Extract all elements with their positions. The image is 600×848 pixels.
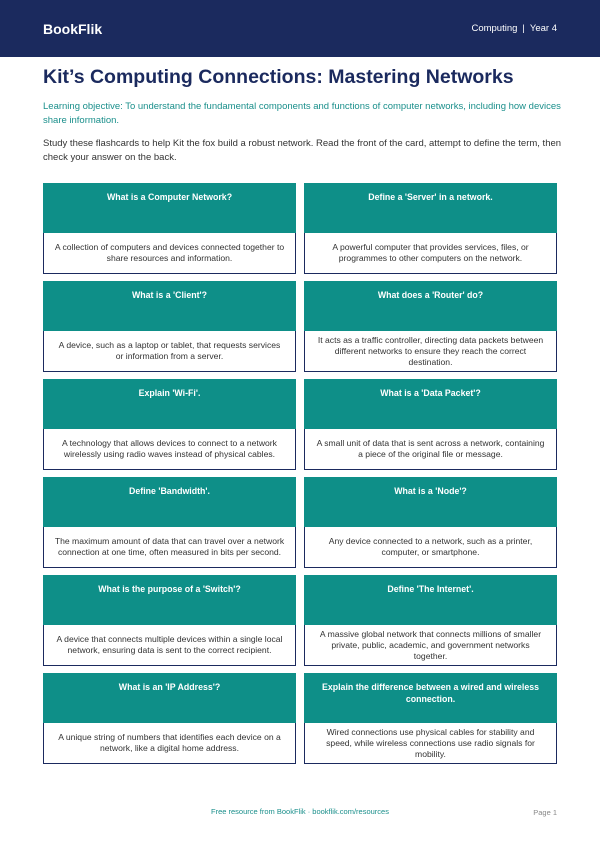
flashcard [43, 477, 296, 568]
flashcard [43, 379, 296, 470]
flashcard-back: A device that connects multiple devices within a single local network, ensuring data is sent to the correct recipient. [43, 625, 296, 666]
flashcard [43, 183, 296, 274]
flashcard-front: Define 'Bandwidth'. [43, 477, 296, 527]
flashcard-grid [43, 183, 557, 764]
flashcard-front: What does a 'Router' do? [304, 281, 557, 331]
flashcard-back: The maximum amount of data that can travel over a network connection at one time, often measured in bits per second. [43, 527, 296, 568]
flashcard-front: Define 'The Internet'. [304, 575, 557, 625]
flashcard-back: A device, such as a laptop or tablet, that requests services or information from a server. [43, 331, 296, 372]
flashcard-back: A powerful computer that provides services, files, or programmes to other computers on the network. [304, 233, 557, 274]
flashcard [304, 673, 557, 764]
year-label: Year 4 [529, 23, 557, 34]
flashcard-front: Define a 'Server' in a network. [304, 183, 557, 233]
intro-text: Study these flashcards to help Kit the fox build a robust network. Read the front of the card, attempt to define the term, then check your answer on the back. [43, 138, 562, 163]
learning-objective: Learning objective: To understand the fundamental components and functions of computer networks, including how devices share information. [43, 101, 561, 126]
meta-separator: | [522, 23, 525, 34]
flashcard [304, 379, 557, 470]
flashcard-back: It acts as a traffic controller, directing data packets between different networks to ensure they reach the correct destination. [304, 331, 557, 372]
subject-label: Computing [471, 23, 518, 34]
page-number: Page 1 [533, 808, 557, 817]
flashcard [43, 575, 296, 666]
header-meta [471, 23, 557, 34]
brand-logo-text: BookFlik [43, 20, 103, 37]
flashcard [43, 673, 296, 764]
flashcard-front: Explain 'Wi-Fi'. [43, 379, 296, 429]
flashcard-front: What is a 'Node'? [304, 477, 557, 527]
flashcard-front: What is a Computer Network? [43, 183, 296, 233]
flashcard-back: A collection of computers and devices connected together to share resources and information. [43, 233, 296, 274]
flashcard-back: Wired connections use physical cables for stability and speed, while wireless connections use radio signals for mobility. [304, 723, 557, 764]
flashcard-front: Explain the difference between a wired and wireless connection. [304, 673, 557, 723]
flashcard-back: Any device connected to a network, such as a printer, computer, or smartphone. [304, 527, 557, 568]
flashcard-front: What is the purpose of a 'Switch'? [43, 575, 296, 625]
flashcard-front: What is a 'Data Packet'? [304, 379, 557, 429]
flashcard-front: What is a 'Client'? [43, 281, 296, 331]
flashcard [304, 575, 557, 666]
header-bar [0, 0, 600, 57]
flashcard [304, 477, 557, 568]
flashcard-back: A massive global network that connects millions of smaller private, public, academic, and government networks together. [304, 625, 557, 666]
flashcard [43, 281, 296, 372]
footer-link[interactable]: Free resource from BookFlik · bookflik.com/resources [211, 807, 389, 816]
flashcard-front: What is an 'IP Address'? [43, 673, 296, 723]
page-title: Kit’s Computing Connections: Mastering Networks [43, 66, 514, 88]
flashcard-back: A technology that allows devices to connect to a network wirelessly using radio waves instead of physical cables. [43, 429, 296, 470]
flashcard [304, 281, 557, 372]
flashcard-back: A unique string of numbers that identifies each device on a network, like a digital home address. [43, 723, 296, 764]
flashcard-back: A small unit of data that is sent across a network, containing a piece of the original file or message. [304, 429, 557, 470]
flashcard [304, 183, 557, 274]
